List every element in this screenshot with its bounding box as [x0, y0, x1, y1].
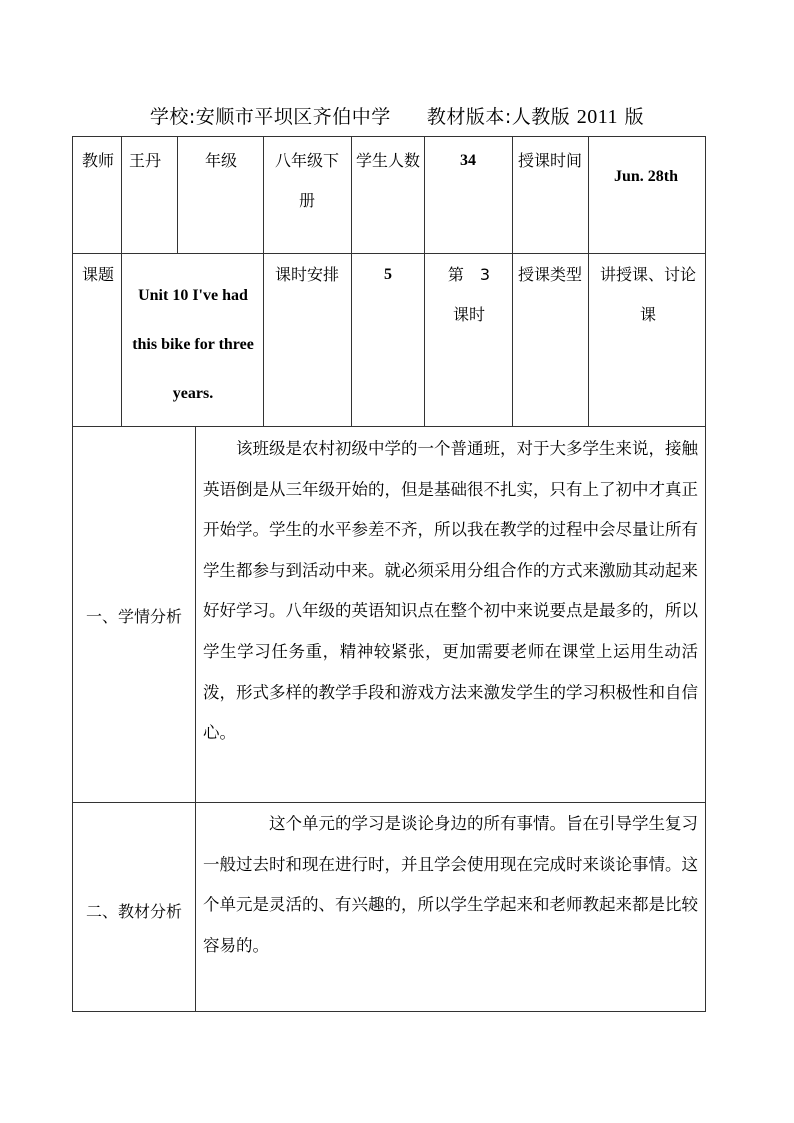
hours-value: 5 — [384, 266, 392, 283]
col-divider — [424, 137, 425, 253]
section-student-analysis-label: 一、学情分析 — [85, 607, 182, 626]
col-divider — [195, 426, 196, 1011]
section-textbook-analysis-label: 二、教材分析 — [85, 902, 182, 921]
col-divider — [512, 137, 513, 253]
students-count: 34 — [460, 152, 476, 169]
col-divider — [588, 137, 589, 253]
col-divider — [351, 137, 352, 253]
col-divider — [351, 253, 352, 426]
col-divider — [121, 137, 122, 253]
section-student-analysis-text: 该班级是农村初级中学的一个普通班，对于大多学生来说，接触英语倒是从三年级开始的，但是基础很不扎实，只有上了初中才真正开始学。学生的水平参差不齐，所以我在教学的过程中会尽量让所有学生都参与到活动中来。就必须采用分组合作的方式来激励其动起来好好学习。八年级的英语知识点在整个初中来说要点是最多的，所以学生学习任务重，精神较紧张，更加需要老师在课堂上运用生动活泼，形式多样的教学手段和游戏方法来激发学生的学习积极性和自信心。 — [203, 439, 698, 743]
lesson-plan-table — [72, 136, 706, 1012]
students-label: 学生人数 — [355, 151, 420, 170]
edition-suffix: 版 — [624, 106, 645, 128]
col-divider — [263, 253, 264, 426]
col-divider — [424, 253, 425, 426]
grade-label: 年级 — [204, 151, 237, 170]
section-textbook-analysis-text: 这个单元的学习是谈论身边的所有事情。旨在引导学生复习一般过去时和现在进行时，并且学会使用现在完成时来谈论事情。这个单元是灵活的、有兴趣的，所以学生学起来和老师教起来都是比较容易的。 — [203, 814, 698, 955]
topic-title: Unit 10 I've had this bike for three years. — [132, 287, 254, 402]
period-label: 第 3 课时 — [447, 265, 491, 324]
type-value: 讲授课、讨论课 — [599, 265, 696, 324]
col-divider — [121, 253, 122, 426]
col-divider — [177, 137, 178, 253]
type-label: 授课类型 — [518, 265, 583, 284]
col-divider — [588, 253, 589, 426]
grade-value: 八年级下册 — [274, 151, 339, 210]
col-divider — [263, 137, 264, 253]
edition-year: 2011 — [576, 106, 619, 128]
school-name: 学校:安顺市平坝区齐伯中学 — [149, 106, 391, 128]
teacher-name: 王丹 — [129, 151, 162, 170]
hours-label: 课时安排 — [274, 265, 339, 284]
row-divider — [73, 426, 705, 427]
topic-label: 课题 — [81, 265, 114, 284]
row-divider — [73, 253, 705, 254]
document-header — [0, 102, 794, 129]
lesson-date: Jun. 28th — [613, 168, 679, 185]
col-divider — [512, 253, 513, 426]
teacher-label: 教师 — [81, 151, 114, 170]
row-divider — [73, 802, 705, 803]
textbook-edition: 教材版本:人教版 — [426, 106, 571, 128]
time-label: 授课时间 — [518, 151, 583, 170]
